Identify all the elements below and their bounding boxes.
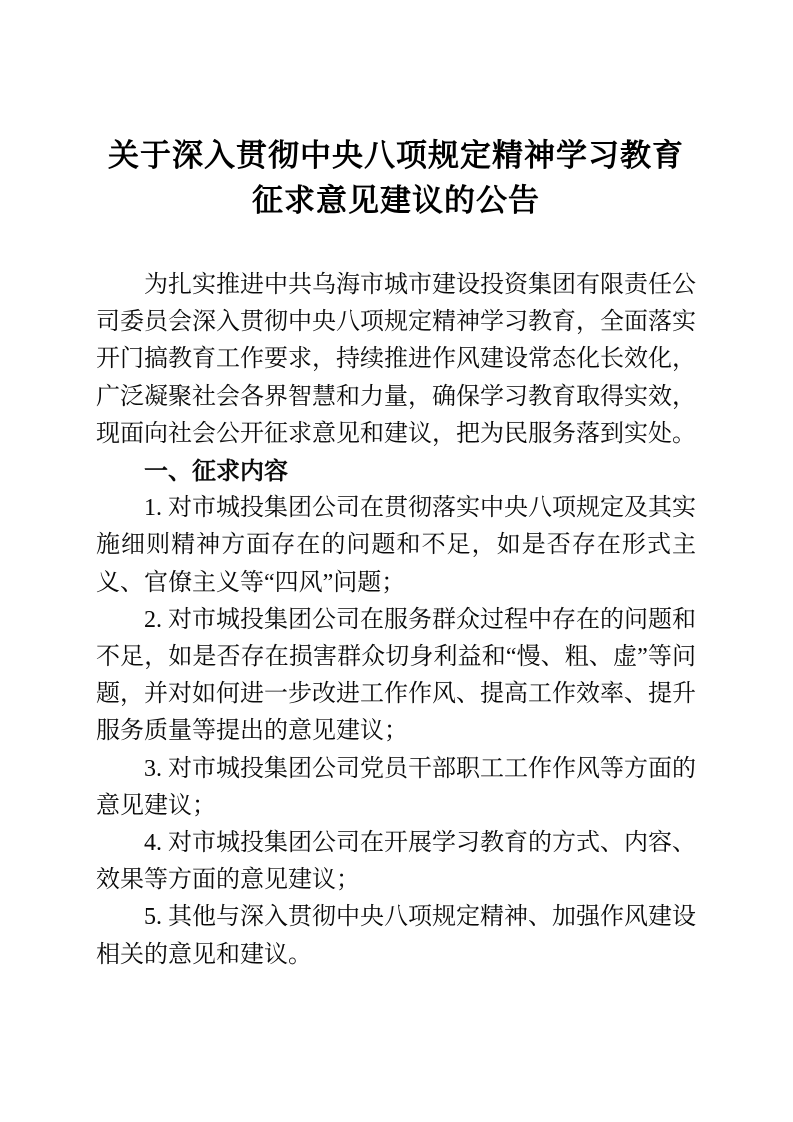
list-item-2: 2. 对市城投集团公司在服务群众过程中存在的问题和不足，如是否存在损害群众切身利益和“慢、粗、虚”等问题，并对如何进一步改进工作作风、提高工作效率、提升服务质量等提出的意见建议； [96,606,696,745]
list-item-5: 5. 其他与深入贯彻中央八项规定精神、加强作风建设相关的意见和建议。 [96,904,696,968]
document-title-line-1: 关于深入贯彻中央八项规定精神学习教育 [108,138,684,173]
document-title [96,133,696,223]
list-item-3: 3. 对市城投集团公司党员干部职工工作作风等方面的意见建议； [96,755,696,819]
document-title-line-2: 征求意见建议的公告 [252,183,540,218]
list-item-1: 1. 对市城投集团公司在贯彻落实中央八项规定及其实施细则精神方面存在的问题和不足，如是否存在形式主义、官僚主义等“四风”问题； [96,495,696,596]
intro-paragraph: 为扎实推进中共乌海市城市建设投资集团有限责任公司委员会深入贯彻中央八项规定精神学习教育，全面落实开门搞教育工作要求，持续推进作风建设常态化长效化，广泛凝聚社会各界智慧和力量，确保学习教育取得实效，现面向社会公开征求意见和建议，把为民服务落到实处。 [96,272,696,447]
section-heading-content: 一、征求内容 [144,458,288,486]
list-item-4: 4. 对市城投集团公司在开展学习教育的方式、内容、效果等方面的意见建议； [96,830,696,894]
